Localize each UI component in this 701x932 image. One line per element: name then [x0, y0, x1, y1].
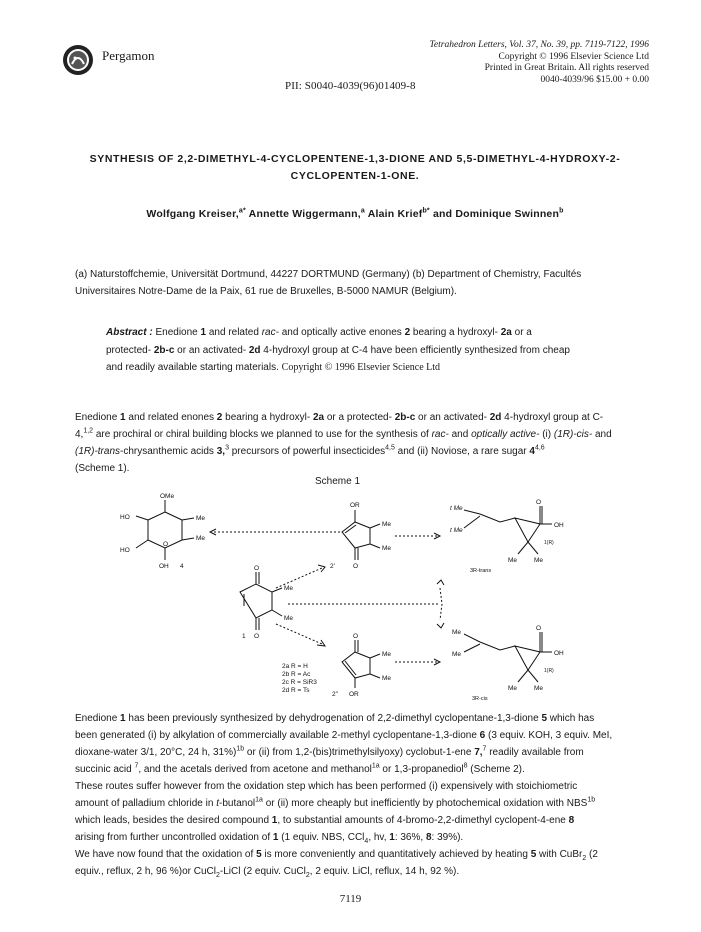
text: or 1,3-propanediol [379, 764, 464, 775]
text: optically active- [471, 429, 540, 440]
intro-paragraph [75, 409, 637, 477]
atom-label: OH [554, 522, 564, 529]
compound-ref: 2a [500, 327, 512, 338]
text: which has [547, 713, 595, 724]
pii-identifier: PII: S0040-4039(96)01409-8 [285, 80, 416, 92]
bond [528, 670, 538, 682]
bond [272, 610, 282, 616]
body-paragraph [75, 710, 637, 880]
compound-number: 2" [332, 691, 338, 698]
text: (1R)-cis- [553, 429, 593, 440]
r-group-legend: 2b R = Ac [282, 671, 311, 678]
affiliation-line: (a) Naturstoffchemie, Universität Dortmund, 44227 DORTMUND (Germany) (b) Department of Chemistry, Facultés [75, 269, 582, 280]
enone-ring [342, 522, 370, 548]
text: -LiCl (2 equiv. CuCl [219, 866, 306, 877]
compound-ref: 2b-c [394, 412, 416, 423]
alkenyl-chain [480, 642, 515, 650]
citation: 4,6 [534, 444, 545, 452]
atom-label: OR [350, 502, 360, 509]
text: which leads, besides the desired compound [75, 815, 272, 826]
compound-ref: 8 [568, 815, 575, 826]
text: (2 [586, 849, 598, 860]
text: , 2 equiv. LiCl, reflux, 14 h, 92 %). [309, 866, 460, 877]
affiliations [75, 266, 635, 300]
author-name: Wolfgang Kreiser, [146, 208, 239, 220]
atom-label: OR [349, 691, 359, 698]
cyclopropane [515, 518, 540, 542]
text: equiv., reflux, 2 h, 96 %)or CuCl [75, 866, 216, 877]
pergamon-logo [62, 44, 94, 76]
author-name: Annette Wiggermann, [248, 208, 361, 220]
atom-label: O [353, 633, 359, 640]
atom-label: O [536, 499, 542, 506]
compound-ref: 1 [200, 327, 207, 338]
compound-ref: 6 [479, 730, 486, 741]
atom-label: Me [382, 651, 392, 658]
text: , hv, [368, 832, 390, 843]
bond [370, 524, 380, 528]
atom-label: O [536, 625, 542, 632]
arrowhead [317, 640, 325, 646]
cyclopropane [515, 646, 540, 670]
bond [370, 544, 380, 548]
page-number: 7119 [339, 893, 362, 905]
text: (Scheme 1). [75, 463, 130, 474]
compound-ref: 1 [272, 832, 279, 843]
atom-label: Me [534, 685, 544, 692]
text: (3 equiv. KOH, 3 equiv. MeI, [485, 730, 613, 741]
author-list [70, 208, 640, 220]
text: are prochiral or chiral building blocks we planned to use for the synthesis of [93, 429, 432, 440]
text: (i) [539, 429, 554, 440]
atom-label: Me [508, 557, 518, 564]
text: -chrysanthemic acids [120, 446, 217, 457]
bond [464, 510, 480, 514]
atom-label: Me [196, 535, 206, 542]
dashed-arrow [276, 568, 322, 588]
scheme-caption: Scheme 1 [315, 476, 361, 487]
dashed-arrow [440, 588, 442, 620]
arrowhead [437, 623, 444, 628]
author-mark: a [360, 207, 365, 215]
compound-ref: 2d [489, 412, 502, 423]
author-mark: b* [422, 207, 430, 215]
text: readily available from [486, 747, 584, 758]
text: , and the acetals derived from acetone and methanol [138, 764, 372, 775]
abstract [106, 324, 631, 377]
abstract-text: and readily available starting materials. [106, 362, 282, 373]
atom-label: Me [382, 545, 392, 552]
compound-ref: 5 [530, 849, 537, 860]
text: -butanol [218, 798, 256, 809]
abstract-text: rac- [261, 327, 279, 338]
bond [528, 542, 538, 554]
stereo-label: 1(R) [544, 668, 554, 674]
enedione-ring [240, 584, 272, 618]
atom-label: Me [196, 515, 206, 522]
text: (1 equiv. NBS, CCl [278, 832, 365, 843]
r-group-legend: 2d R = Ts [282, 687, 310, 694]
text: (Scheme 2). [467, 764, 525, 775]
scheme-1-figure [60, 492, 650, 707]
atom-label: Me [534, 557, 544, 564]
citation: 1,2 [83, 427, 94, 435]
bond [370, 674, 380, 678]
atom-label: Me [382, 521, 392, 528]
abstract-text: 4-hydroxyl group at C-4 have been efficiently synthesized from cheap [260, 344, 570, 356]
text: with CuBr [536, 849, 583, 860]
text: rac- [431, 429, 449, 440]
citation: 1b [587, 796, 596, 804]
bond [518, 670, 528, 682]
text: bearing a hydroxyl- [222, 412, 313, 423]
journal-line: Printed in Great Britain. All rights reserved [484, 63, 649, 73]
citation: 1a [255, 796, 263, 804]
text: Enedione [75, 412, 121, 423]
compound-ref: 4 [529, 446, 535, 457]
text: : 36%, [394, 832, 426, 843]
text: is more conveniently and quantitatively achieved by heating [261, 849, 531, 860]
paper-title [70, 151, 640, 185]
text: succinic acid [75, 764, 135, 775]
bond [370, 654, 380, 658]
compound-ref: 2d [248, 344, 261, 356]
subscript: 4 [364, 838, 369, 845]
title-line: SYNTHESIS OF 2,2-DIMETHYL-4-CYCLOPENTENE-1,3-DIONE AND 5,5-DIMETHYL-4-HYDROXY-2- [89, 153, 621, 165]
atom-label: O [163, 541, 169, 548]
compound-ref: 2a [312, 412, 325, 423]
r-group-legend: 2a R = H [282, 663, 308, 670]
compound-ref: 1 [120, 412, 126, 423]
text: precursors of powerful insecticides [228, 446, 386, 457]
text: arising from further uncontrolled oxidation of [75, 832, 273, 843]
journal-line: Tetrahedron Letters, Vol. 37, No. 39, pp. 7119-7122, 1996 [429, 40, 649, 50]
bond [272, 588, 282, 592]
citation: 8 [463, 762, 468, 770]
atom-label: OMe [160, 493, 175, 500]
text: (1R)-trans [75, 446, 121, 457]
abstract-text: and optically active enones [278, 327, 405, 338]
author-name: Alain Krief [367, 208, 423, 220]
bond [136, 540, 148, 548]
subscript: 2 [216, 872, 220, 879]
text: t [216, 798, 219, 809]
abstract-text: or a [511, 327, 532, 338]
alkenyl-chain [480, 514, 515, 522]
bond [464, 634, 480, 642]
atom-label: OH [159, 563, 169, 570]
atom-label: Me [284, 615, 294, 622]
compound-ref: 1 [271, 815, 278, 826]
text: Enedione [75, 713, 121, 724]
text: and [448, 429, 472, 440]
text: 4, [75, 429, 84, 440]
bond [182, 518, 194, 520]
atom-label: O [353, 563, 359, 570]
citation: 1b [236, 745, 245, 753]
subscript: 2 [582, 855, 587, 862]
atom-label: Me [452, 629, 462, 636]
compound-ref: 1 [120, 713, 126, 724]
bond [464, 644, 480, 652]
bond [464, 516, 480, 528]
text: or an activated- [415, 412, 490, 423]
abstract-label: Abstract : [106, 327, 153, 338]
compound-ref: 2b-c [153, 344, 175, 356]
atom-label: O [254, 565, 260, 572]
journal-line: 0040-4039/96 $15.00 + 0.00 [540, 74, 649, 85]
compound-ref: 5 [541, 713, 547, 724]
text: or a protected- [324, 412, 395, 423]
text: and [592, 429, 612, 440]
text: dioxane-water 3/1, 20°C, 24 h, 31%) [75, 747, 237, 758]
bond [182, 538, 194, 540]
text: 4-hydroxyl group at C- [501, 412, 604, 423]
author-mark: a* [238, 207, 246, 215]
r-group-legend: 2c R = SiR3 [282, 679, 317, 686]
subscript: 2 [305, 872, 310, 879]
text: and (ii) Noviose, a rare sugar [394, 446, 530, 457]
copyright-notice: Copyright © 1996 Elsevier Science Ltd [281, 362, 441, 373]
atom-label: Me [452, 651, 462, 658]
atom-label: t Me [450, 527, 463, 534]
atom-label: Me [508, 685, 518, 692]
atom-label: O [254, 633, 260, 640]
compound-ref: 5 [256, 849, 262, 860]
compound-number: 4 [180, 563, 184, 570]
publisher-name: Pergamon [102, 48, 155, 63]
text: or (ii) from 1,2-(bis)trimethylsilyoxy) cyclobut-1-ene [244, 747, 475, 758]
compound-ref: 7, [474, 747, 483, 758]
abstract-text: protected- [106, 344, 154, 356]
text: amount of palladium chloride in [75, 798, 217, 809]
compound-ref: 2 [404, 327, 411, 338]
text: These routes suffer however from the oxidation step which has been performed (i) expensively with stoichiometric [75, 781, 578, 792]
compound-number: 3R-cis [472, 696, 488, 702]
compound-number: 1 [242, 633, 246, 640]
text: and related enones [125, 412, 217, 423]
text: We have now found that the oxidation of [75, 849, 257, 860]
dashed-arrow [276, 624, 322, 644]
text: or (ii) more cheaply but inefficiently by photochemical oxidation with NBS [262, 798, 588, 809]
text: , to substantial amounts of 4-bromo-2,2-dimethyl cyclopent-4-ene [277, 815, 569, 826]
compound-number: 2' [330, 563, 335, 570]
atom-label: HO [120, 547, 130, 554]
title-line: CYCLOPENTEN-1-ONE. [290, 170, 420, 182]
stereo-label: 1(R) [544, 540, 554, 546]
arrowhead [437, 580, 444, 585]
citation: 1a [371, 762, 380, 770]
citation: 7 [134, 762, 139, 770]
compound-ref: 8 [425, 832, 432, 843]
atom-label: Me [284, 585, 294, 592]
text: has been previously synthesized by dehydrogenation of 2,2-dimethyl cyclopentane-1,3-dione [125, 713, 542, 724]
compound-ref: 1 [389, 832, 395, 843]
bond [136, 516, 148, 520]
atom-label: t Me [450, 505, 463, 512]
bond [518, 542, 528, 554]
atom-label: Me [382, 675, 392, 682]
abstract-text: bearing a hydroxyl- [410, 327, 501, 338]
atom-label: HO [120, 514, 130, 521]
abstract-text: or an activated- [174, 344, 249, 356]
citation: 3 [225, 444, 229, 452]
atom-label: OH [554, 650, 564, 657]
author-name: and Dominique Swinnen [432, 208, 560, 220]
compound-ref: 2 [216, 412, 223, 423]
journal-line: Copyright © 1996 Elsevier Science Ltd [498, 51, 649, 62]
compound-ref: 3, [216, 446, 226, 457]
enone-ring [342, 652, 370, 678]
affiliation-line: Universitaires Notre-Dame de la Paix, 61 rue de Bruxelles, B-5000 NAMUR (Belgium). [75, 286, 457, 297]
citation: 4,5 [385, 444, 395, 452]
text: : 39%). [431, 832, 464, 843]
author-mark: b [559, 207, 564, 215]
citation: 7 [482, 745, 487, 753]
journal-citation [430, 40, 649, 86]
abstract-text: and related [206, 327, 262, 338]
compound-number: 3R-trans [470, 568, 492, 574]
abstract-text: Enedione [152, 327, 201, 338]
text: been generated (i) by alkylation of commercially available 2-methyl cyclopentane-1,3-dione [75, 730, 480, 741]
